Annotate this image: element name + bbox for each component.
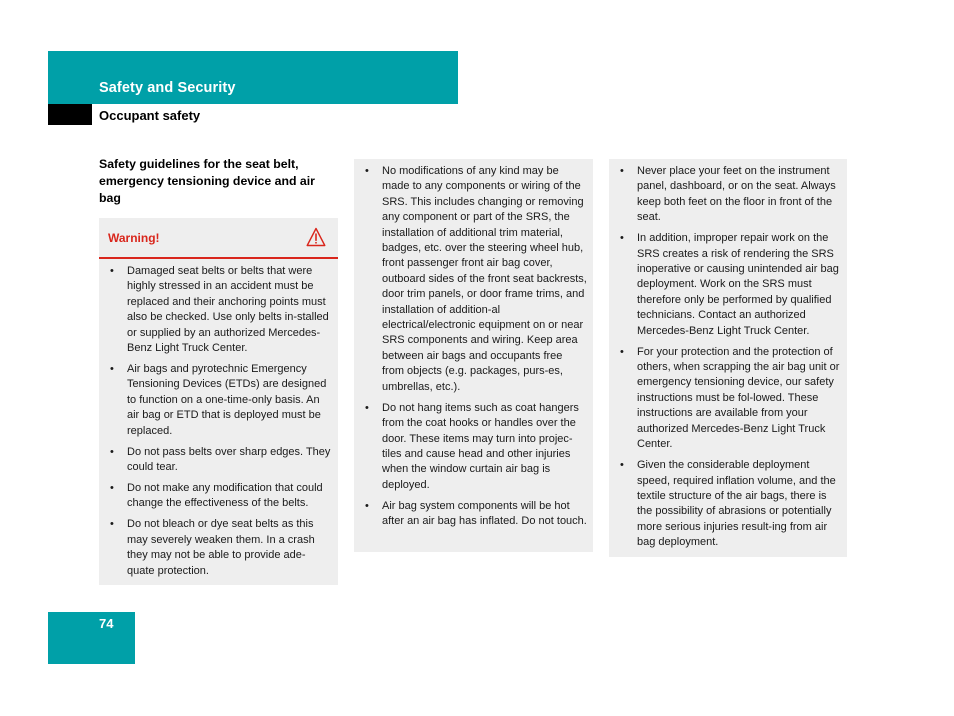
bullet-icon: • (365, 165, 369, 177)
header-band (48, 51, 458, 104)
bullet-icon: • (110, 363, 114, 376)
warning-box (99, 218, 338, 585)
list-item (99, 517, 338, 579)
list-item (609, 458, 847, 550)
warning-label: Warning! (108, 231, 160, 245)
list-item (354, 499, 593, 530)
list-item-text: In addition, improper repair work on the SRS creates a risk of rendering the SRS inoperative or causing unintended air bag deployment. Work on the SRS must therefore only be performed by qualified technicians. Contact an authorized Mercedes-Benz Light Truck Center. (637, 232, 839, 337)
bullet-icon: • (110, 482, 114, 495)
bullet-icon: • (365, 499, 369, 512)
list-item-text: Do not hang items such as coat hangers from the coat hooks or handles over the door. These items may turn into projec-tiles and cause head and other injuries when the window curtain air bag is deployed. (382, 401, 579, 491)
list-item-text: Damaged seat belts or belts that were highly stressed in an accident must be replaced and their anchoring points must also be checked. Use only belts in-stalled or supplied by an authorized Mercedes-Benz Light Truck Center. (127, 265, 329, 355)
list-item (609, 164, 847, 226)
subsection-title: Occupant safety (99, 108, 201, 123)
list-item (99, 445, 338, 476)
page-number: 74 (99, 616, 114, 631)
subsection-marker (48, 104, 92, 125)
guidelines-list-2 (354, 159, 593, 530)
list-item-text: For your protection and the protection of others, when scrapping the air bag unit or emergency tensioning device, our safety instructions must be fol-lowed. These instructions are available from your authorized Mercedes-Benz Light Truck Center. (637, 345, 840, 451)
bullet-icon: • (110, 445, 114, 458)
list-item-text: Do not make any modification that could change the effectiveness of the belts. (127, 482, 323, 510)
section-title: Safety and Security (99, 80, 236, 96)
bullet-icon: • (365, 401, 369, 414)
list-item-text: Given the considerable deployment speed, required inflation volume, and the textile structure of the air bags, there is the possibility of abrasions or potentially more serious injuries result-ing from air bag deployment. (637, 459, 836, 549)
list-item-text: Do not bleach or dye seat belts as this may severely weaken them. In a crash they may not be able to provide ade-quate protection. (127, 518, 315, 577)
list-item (609, 231, 847, 339)
list-item (609, 345, 847, 453)
bullet-icon: • (110, 518, 114, 531)
list-item-text: Air bags and pyrotechnic Emergency Tensioning Devices (ETDs) are designed to function on a one-time-only basis. An air bag or ETD that is deployed must be replaced. (127, 363, 327, 437)
list-item (99, 362, 338, 439)
guidelines-column-2 (354, 159, 593, 552)
page-tab (48, 612, 135, 664)
guidelines-column-3 (609, 159, 847, 557)
guidelines-heading: Safety guidelines for the seat belt, emergency tensioning device and air bag (99, 157, 315, 205)
warning-header (99, 218, 338, 259)
list-item-text: Do not pass belts over sharp edges. They could tear. (127, 445, 331, 474)
warning-list (99, 259, 338, 579)
list-item (354, 164, 593, 395)
list-item-text: Air bag system components will be hot after an air bag has inflated. Do not touch. (382, 499, 587, 528)
bullet-icon: • (620, 232, 624, 245)
list-item (354, 401, 593, 493)
list-item-text: No modifications of any kind may be made to any components or wiring of the SRS. This includes changing or removing any component or part of the SRS, the installation of additional trim material, badges, etc. over the steering wheel hub, front passenger front air bag cover, outboard sides of the front seat backrests, door trim panels, or door frame trims, and installation of addition-al electrical/electronic equipment on or near SRS components and wiring. Keep area between air bags and occupants free from objects (e.g. packages, purs-es, umbrellas, etc.). (382, 165, 587, 393)
bullet-icon: • (620, 165, 624, 177)
list-item-text: Never place your feet on the instrument panel, dashboard, or on the seat. Always keep both feet on the floor in front of the seat. (637, 165, 836, 224)
bullet-icon: • (620, 459, 624, 472)
guidelines-list-3 (609, 159, 847, 551)
warning-triangle-icon (306, 227, 326, 247)
bullet-icon: • (110, 265, 114, 277)
bullet-icon: • (620, 345, 624, 358)
list-item (99, 481, 338, 512)
list-item (99, 264, 338, 356)
